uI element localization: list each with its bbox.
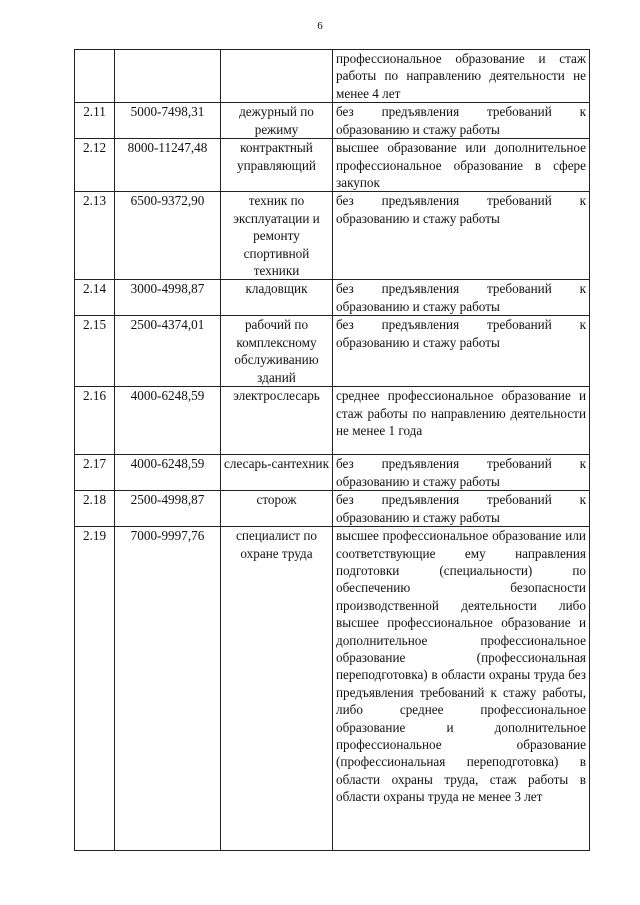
row-number	[75, 50, 115, 103]
staff-requirements-table	[74, 49, 590, 851]
position-title: рабочий по комплексному обслуживанию зданий	[221, 316, 333, 387]
row-number: 2.12	[75, 139, 115, 192]
row-number: 2.19	[75, 527, 115, 851]
table-row	[75, 50, 590, 103]
salary-range: 3000-4998,87	[115, 280, 221, 316]
position-title: электрослесарь	[221, 387, 333, 455]
position-title: специалист по охране труда	[221, 527, 333, 851]
qualification-requirements: без предъявления требований к образованию и стажу работы	[333, 316, 590, 387]
row-number: 2.16	[75, 387, 115, 455]
page-number: 6	[317, 20, 323, 32]
row-number: 2.14	[75, 280, 115, 316]
position-title: дежурный по режиму	[221, 103, 333, 139]
table-row	[75, 139, 590, 192]
table-row	[75, 387, 590, 455]
salary-range: 4000-6248,59	[115, 387, 221, 455]
position-title: техник по эксплуатации и ремонту спортивной техники	[221, 192, 333, 280]
qualification-requirements: высшее профессиональное образование или соответствующие ему направления подготовки (специальности) по обеспечению безопасности производственной деятельности либо высшее профессиональное образование и дополнительное профессиональное образование (профессиональная переподготовка) в области охраны труда без предъявления требований к стажу работы, либо среднее профессиональное образование и дополнительное профессиональное образование (профессиональная переподготовка) в области охраны труда, стаж работы в области охраны труда не менее 3 лет	[333, 527, 590, 851]
position-title: сторож	[221, 491, 333, 527]
table-row	[75, 316, 590, 387]
salary-range: 5000-7498,31	[115, 103, 221, 139]
salary-range	[115, 50, 221, 103]
salary-range: 7000-9997,76	[115, 527, 221, 851]
qualification-requirements: без предъявления требований к образованию и стажу работы	[333, 455, 590, 491]
row-number: 2.15	[75, 316, 115, 387]
qualification-requirements: без предъявления требований к образованию и стажу работы	[333, 280, 590, 316]
position-title: контрактный управляющий	[221, 139, 333, 192]
qualification-requirements: без предъявления требований к образованию и стажу работы	[333, 491, 590, 527]
row-number: 2.11	[75, 103, 115, 139]
table-row	[75, 103, 590, 139]
qualification-requirements: профессиональное образование и стаж работы по направлению деятельности не менее 4 лет	[333, 50, 590, 103]
salary-range: 8000-11247,48	[115, 139, 221, 192]
table-row	[75, 491, 590, 527]
table-row	[75, 527, 590, 851]
salary-range: 2500-4374,01	[115, 316, 221, 387]
table-row	[75, 192, 590, 280]
row-number: 2.13	[75, 192, 115, 280]
table-row	[75, 280, 590, 316]
table-row	[75, 455, 590, 491]
salary-range: 6500-9372,90	[115, 192, 221, 280]
row-number: 2.17	[75, 455, 115, 491]
qualification-requirements: без предъявления требований к образованию и стажу работы	[333, 192, 590, 280]
salary-range: 4000-6248,59	[115, 455, 221, 491]
qualification-requirements: высшее образование или дополнительное профессиональное образование в сфере закупок	[333, 139, 590, 192]
position-title: кладовщик	[221, 280, 333, 316]
qualification-requirements: среднее профессиональное образование и стаж работы по направлению деятельности не менее 1 года	[333, 387, 590, 455]
position-title	[221, 50, 333, 103]
salary-range: 2500-4998,87	[115, 491, 221, 527]
qualification-requirements: без предъявления требований к образованию и стажу работы	[333, 103, 590, 139]
row-number: 2.18	[75, 491, 115, 527]
position-title: слесарь-сантехник	[221, 455, 333, 491]
